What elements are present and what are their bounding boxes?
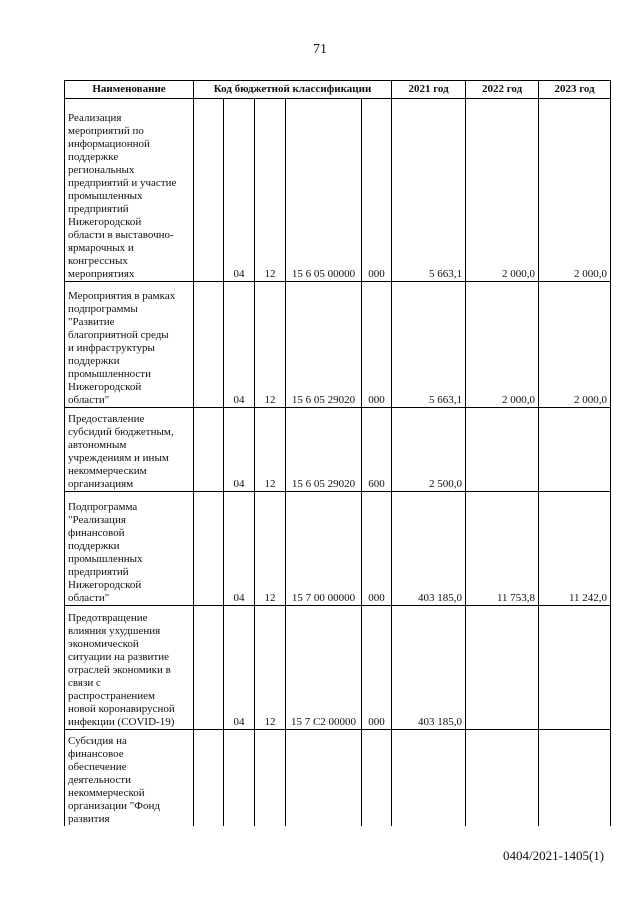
expense-type-code	[362, 730, 392, 826]
table-header-row	[65, 81, 611, 99]
amount-2022	[466, 730, 539, 826]
amount-2021: 2 500,0	[392, 408, 466, 492]
header-code: Код бюджетной классификации	[194, 81, 392, 99]
row-name: Подпрограмма "Реализация финансовой поддержки промышленных предприятий Нижегородской области"	[65, 492, 194, 606]
subsection-code	[255, 730, 286, 826]
target-article-code: 15 7 00 00000	[286, 492, 362, 606]
amount-2021: 403 185,0	[392, 606, 466, 730]
amount-2023	[539, 606, 611, 730]
header-2021: 2021 год	[392, 81, 466, 99]
amount-2021	[392, 730, 466, 826]
amount-2022: 2 000,0	[466, 99, 539, 282]
expense-type-code: 000	[362, 99, 392, 282]
target-article-code	[286, 730, 362, 826]
table-row	[65, 606, 611, 730]
subsection-code: 12	[255, 282, 286, 408]
amount-2023: 2 000,0	[539, 282, 611, 408]
amount-2023	[539, 408, 611, 492]
expense-type-code: 000	[362, 606, 392, 730]
expense-type-code: 000	[362, 492, 392, 606]
row-name: Реализация мероприятий по информационной поддержке региональных предприятий и участие промышленных предприятий Нижегородской области в выставочно- ярмарочных и конгрессных мероприятиях	[65, 99, 194, 282]
amount-2021: 5 663,1	[392, 99, 466, 282]
table-row	[65, 99, 611, 282]
target-article-code: 15 7 С2 00000	[286, 606, 362, 730]
section-code	[224, 730, 255, 826]
amount-2021: 5 663,1	[392, 282, 466, 408]
table-row	[65, 282, 611, 408]
target-article-code: 15 6 05 29020	[286, 282, 362, 408]
header-name: Наименование	[65, 81, 194, 99]
subsection-code: 12	[255, 408, 286, 492]
expense-type-code: 600	[362, 408, 392, 492]
document-registration-number: 0404/2021-1405(1)	[503, 848, 605, 863]
section-code: 04	[224, 492, 255, 606]
amount-2022: 11 753,8	[466, 492, 539, 606]
spacer-cell	[194, 730, 224, 826]
spacer-cell	[194, 408, 224, 492]
amount-2021: 403 185,0	[392, 492, 466, 606]
row-name: Субсидия на финансовое обеспечение деятельности некоммерческой организации "Фонд развития	[65, 730, 194, 826]
target-article-code: 15 6 05 29020	[286, 408, 362, 492]
target-article-code: 15 6 05 00000	[286, 99, 362, 282]
row-name: Предотвращение влияния ухудшения экономической ситуации на развитие отраслей экономики в связи с распространением новой коронавирусной инфекции (COVID-19)	[65, 606, 194, 730]
budget-table	[64, 80, 611, 826]
amount-2023	[539, 730, 611, 826]
section-code: 04	[224, 408, 255, 492]
amount-2022	[466, 606, 539, 730]
spacer-cell	[194, 282, 224, 408]
row-name: Мероприятия в рамках подпрограммы "Развитие благоприятной среды и инфраструктуры поддержки промышленности Нижегородской области"	[65, 282, 194, 408]
section-code: 04	[224, 99, 255, 282]
section-code: 04	[224, 606, 255, 730]
section-code: 04	[224, 282, 255, 408]
spacer-cell	[194, 492, 224, 606]
spacer-cell	[194, 99, 224, 282]
amount-2022	[466, 408, 539, 492]
table-row	[65, 730, 611, 826]
row-name: Предоставление субсидий бюджетным, автономным учреждениям и иным некоммерческим организациям	[65, 408, 194, 492]
spacer-cell	[194, 606, 224, 730]
amount-2023: 2 000,0	[539, 99, 611, 282]
subsection-code: 12	[255, 606, 286, 730]
header-2022: 2022 год	[466, 81, 539, 99]
subsection-code: 12	[255, 99, 286, 282]
table-row	[65, 408, 611, 492]
subsection-code: 12	[255, 492, 286, 606]
page-number: 71	[313, 42, 327, 57]
amount-2023: 11 242,0	[539, 492, 611, 606]
amount-2022: 2 000,0	[466, 282, 539, 408]
expense-type-code: 000	[362, 282, 392, 408]
table-row	[65, 492, 611, 606]
header-2023: 2023 год	[539, 81, 611, 99]
